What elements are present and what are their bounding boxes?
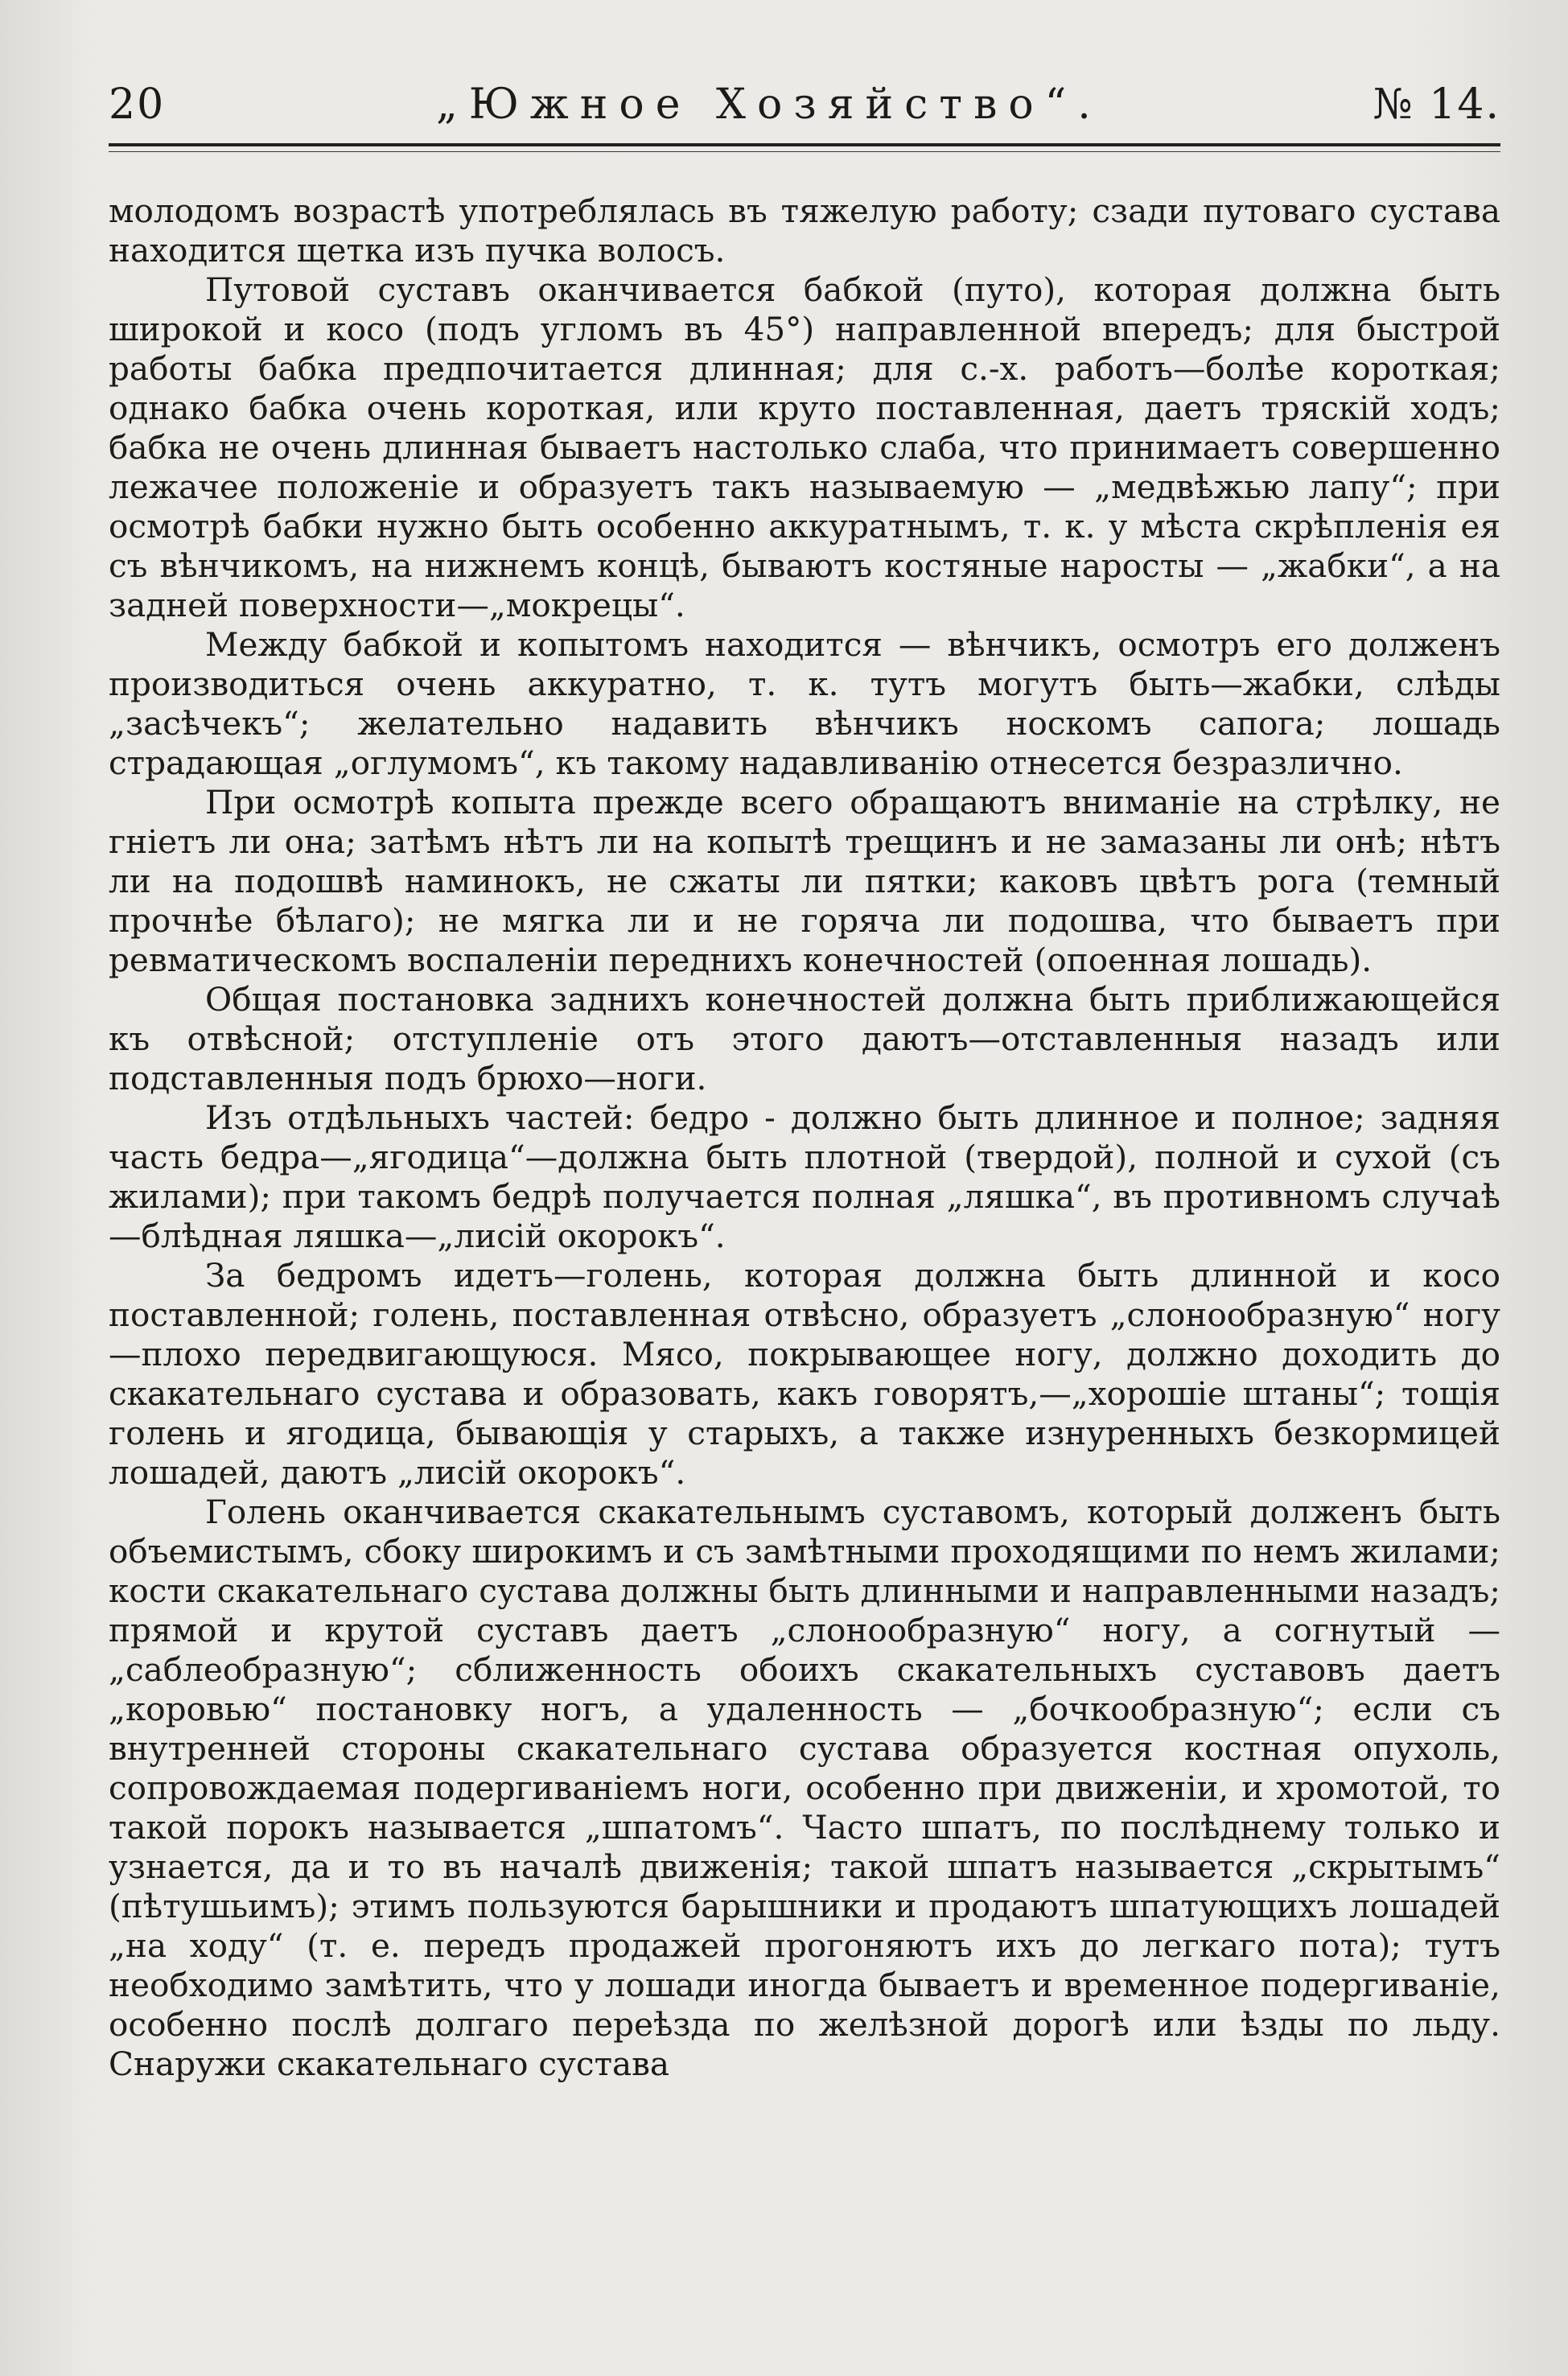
header-rule: [109, 143, 1500, 146]
paragraph: При осмотрѣ копыта прежде всего обращаютъ вниманіе на стрѣлку, не гніетъ ли она; затѣмъ нѣтъ ли на копытѣ трещинъ и не замазаны ли онѣ; нѣтъ ли на подошвѣ наминокъ, не сжаты ли пятки; каковъ цвѣтъ рога (темный прочнѣе бѣлаго); не мягка ли и не горяча ли подошва, что бываетъ при ревматическомъ воспаленіи переднихъ конечностей (опоенная лошадь).: [109, 783, 1500, 979]
page-header: [109, 80, 1500, 145]
paragraph: Голень оканчивается скакательнымъ суставомъ, который долженъ быть объемистымъ, сбоку широкимъ и съ замѣтными проходящими по немъ жилами; кости скакательнаго сустава должны быть длинными и направленными назадъ; прямой и крутой суставъ даетъ „слонообразную“ ногу, а согнутый — „саблеобразную“; сближенность обоихъ скакательныхъ суставовъ даетъ „коровью“ постановку ногъ, а удаленность — „бочкообразную“; если съ внутренней стороны скакательнаго сустава образуется костная опухоль, сопровождаемая подергиваніемъ ноги, особенно при движеніи, и хромотой, то такой порокъ называется „шпатомъ“. Часто шпатъ, по послѣднему только и узнается, да и то въ началѣ движенія; такой шпатъ называется „скрытымъ“ (пѣтушьимъ); этимъ пользуются барышники и продаютъ шпатующихъ лошадей „на ходу“ (т. е. передъ продажей прогоняютъ ихъ до легкаго пота); тутъ необходимо замѣтить, что у лошади иногда бываетъ и временное подергиваніе, особенно послѣ долгаго переѣзда по желѣзной дорогѣ или ѣзды по льду. Снаружи скакательнаго сустава: [109, 1493, 1500, 2083]
page-number: 20: [109, 80, 166, 129]
journal-title: „Южное Хозяйство“.: [435, 80, 1102, 129]
issue-number: № 14.: [1373, 80, 1500, 129]
paragraph: Изъ отдѣльныхъ частей: бедро - должно быть длинное и полное; задняя часть бедра—„ягодица“—должна быть плотной (твердой), полной и сухой (съ жилами); при такомъ бедрѣ получается полная „ляшка“, въ противномъ случаѣ—блѣдная ляшка—„лисій окорокъ“.: [109, 1098, 1500, 1255]
paragraph: Путовой суставъ оканчивается бабкой (путо), которая должна быть широкой и косо (подъ угломъ въ 45°) направленной впередъ; для быстрой работы бабка предпочитается длинная; для с.-х. работъ—болѣе короткая; однако бабка очень короткая, или круто поставленная, даетъ тряскій ходъ; бабка не очень длинная бываетъ настолько слаба, что принимаетъ совершенно лежачее положеніе и образуетъ такъ называемую — „медвѣжью лапу“; при осмотрѣ бабки нужно быть особенно аккуратнымъ, т. к. у мѣста скрѣпленія ея съ вѣнчикомъ, на нижнемъ концѣ, бываютъ костяные наросты — „жабки“, а на задней поверхности—„мокрецы“.: [109, 270, 1500, 624]
paragraph: За бедромъ идетъ—голень, которая должна быть длинной и косо поставленной; голень, поставленная отвѣсно, образуетъ „слонообразную“ ногу—плохо передвигающуюся. Мясо, покрывающее ногу, должно доходить до скакательнаго сустава и образовать, какъ говорятъ,—„хорошіе штаны“; тощія голень и ягодица, бывающія у старыхъ, а также изнуренныхъ безкормицей лошадей, даютъ „лисій окорокъ“.: [109, 1256, 1500, 1492]
paragraph: Между бабкой и копытомъ находится — вѣнчикъ, осмотръ его долженъ производиться очень аккуратно, т. к. тутъ могутъ быть—жабки, слѣды „засѣчекъ“; желательно надавить вѣнчикъ носкомъ сапога; лошадь страдающая „оглумомъ“, къ такому надавливанію отнесется безразлично.: [109, 625, 1500, 782]
header-rule-thin: [109, 151, 1500, 152]
paragraph: Общая постановка заднихъ конечностей должна быть приближающейся къ отвѣсной; отступленіе отъ этого даютъ—отставленныя назадъ или подставленныя подъ брюхо—ноги.: [109, 980, 1500, 1097]
paragraph: молодомъ возрастѣ употреблялась въ тяжелую работу; сзади путоваго сустава находится щетка изъ пучка волосъ.: [109, 191, 1500, 270]
article-body: [109, 191, 1500, 2084]
